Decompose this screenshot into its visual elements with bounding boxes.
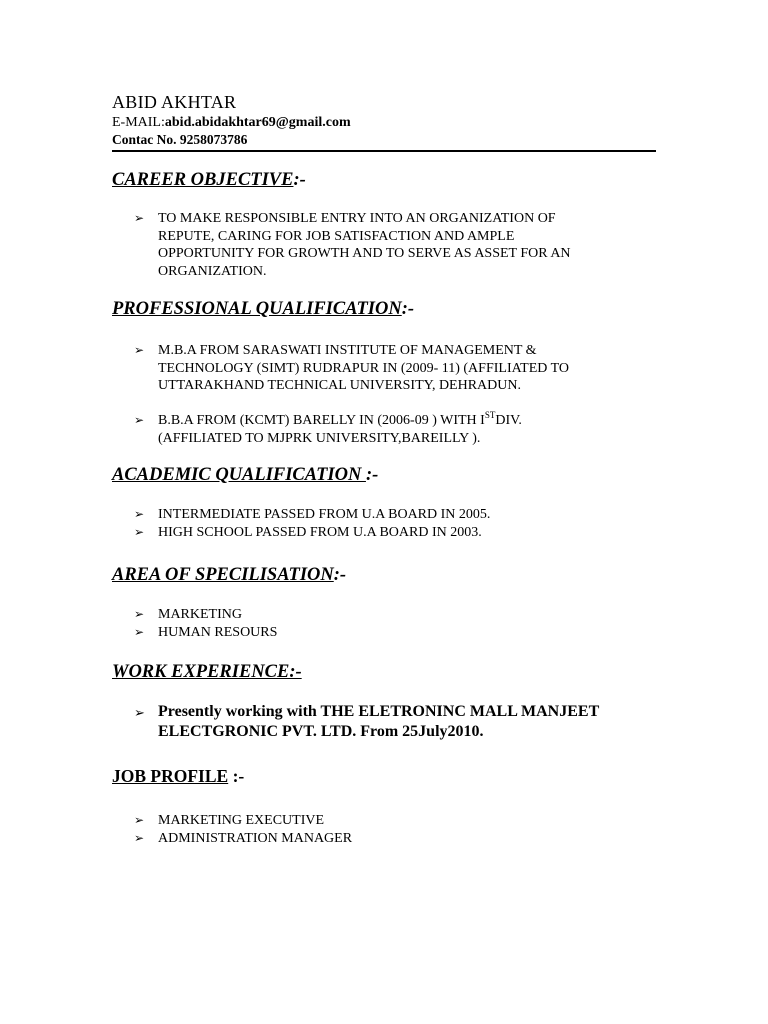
arrow-bullet-icon: ➢ bbox=[134, 624, 145, 639]
professional-qualification-heading bbox=[112, 299, 414, 320]
professional-qualification-list-2 bbox=[134, 412, 522, 447]
academic-qualification-suffix: :- bbox=[365, 465, 379, 485]
specialisation-suffix: :- bbox=[333, 565, 347, 585]
mba-line-1: M.B.A FROM SARASWATI INSTITUTE OF MANAGEMENT & bbox=[158, 343, 537, 358]
list-item bbox=[134, 606, 277, 624]
specialisation-item-2: HUMAN RESOURS bbox=[158, 624, 278, 640]
academic-qualification-heading bbox=[112, 465, 378, 486]
arrow-bullet-icon: ➢ bbox=[134, 413, 145, 427]
bba-line-1-prefix: B.B.A FROM (KCMT) BARELLY IN (2006-09 ) WITH I bbox=[158, 413, 485, 428]
list-item bbox=[134, 624, 277, 642]
list-item bbox=[134, 412, 522, 447]
mba-line-3: UTTARAKHAND TECHNICAL UNIVERSITY, DEHRADUN. bbox=[158, 378, 521, 393]
arrow-bullet-icon: ➢ bbox=[134, 343, 145, 357]
arrow-bullet-icon: ➢ bbox=[134, 507, 145, 521]
academic-item-2: HIGH SCHOOL PASSED FROM U.A BOARD IN 2003. bbox=[158, 524, 482, 540]
arrow-bullet-icon: ➢ bbox=[134, 830, 145, 845]
specialisation-list bbox=[134, 606, 277, 641]
email-address: abid.abidakhtar69@gmail.com bbox=[164, 115, 351, 130]
arrow-bullet-icon: ➢ bbox=[134, 211, 145, 225]
arrow-bullet-icon: ➢ bbox=[134, 705, 145, 720]
email-label: E-MAIL: bbox=[112, 115, 165, 130]
arrow-bullet-icon: ➢ bbox=[134, 607, 145, 621]
candidate-name: ABID AKHTAR bbox=[112, 92, 237, 112]
job-profile-list bbox=[134, 812, 352, 847]
work-line-2: ELECTGRONIC PVT. LTD. From 25July2010. bbox=[158, 723, 484, 740]
list-item bbox=[134, 210, 571, 280]
academic-item-1: INTERMEDIATE PASSED FROM U.A BOARD IN 2005. bbox=[158, 507, 491, 522]
list-item bbox=[134, 812, 352, 830]
contact-number: Contac No. 9258073786 bbox=[112, 132, 248, 147]
work-experience-list bbox=[134, 702, 599, 742]
list-item bbox=[134, 506, 490, 524]
bba-line-2: (AFFILIATED TO MJPRK UNIVERSITY,BAREILLY ). bbox=[158, 430, 481, 446]
mba-line-2: TECHNOLOGY (SIMT) RUDRAPUR IN (2009- 11) (AFFILIATED TO bbox=[158, 360, 570, 376]
arrow-bullet-icon: ➢ bbox=[134, 813, 145, 827]
header-divider bbox=[112, 150, 656, 152]
work-experience-heading bbox=[112, 662, 302, 683]
job-profile-suffix: :- bbox=[228, 766, 245, 786]
job-item-2: ADMINISTRATION MANAGER bbox=[158, 830, 353, 846]
job-profile-title: JOB PROFILE bbox=[112, 766, 229, 786]
list-item bbox=[134, 830, 352, 848]
academic-qualification-title: ACADEMIC QUALIFICATION bbox=[112, 465, 366, 485]
objective-line-4: ORGANIZATION. bbox=[158, 263, 267, 279]
bba-superscript: ST bbox=[484, 410, 496, 420]
objective-line-2: REPUTE, CARING FOR JOB SATISFACTION AND AMPLE bbox=[158, 228, 515, 244]
list-item bbox=[134, 524, 490, 542]
bba-line-1-suffix: DIV. bbox=[495, 413, 522, 428]
list-item bbox=[134, 702, 599, 742]
arrow-bullet-icon: ➢ bbox=[134, 524, 145, 539]
work-line-1: Presently working with THE ELETRONINC MALL MANJEET bbox=[158, 703, 600, 720]
objective-line-1: TO MAKE RESPONSIBLE ENTRY INTO AN ORGANIZATION OF bbox=[158, 211, 556, 226]
professional-qualification-title: PROFESSIONAL QUALIFICATION bbox=[112, 299, 402, 319]
career-objective-list bbox=[134, 210, 571, 280]
academic-qualification-list bbox=[134, 506, 490, 541]
specialisation-title: AREA OF SPECILISATION bbox=[112, 565, 334, 585]
email-line bbox=[112, 115, 351, 131]
work-experience-title: WORK EXPERIENCE:- bbox=[112, 662, 302, 682]
professional-qualification-suffix: :- bbox=[401, 299, 415, 319]
list-item bbox=[134, 342, 569, 395]
specialisation-item-1: MARKETING bbox=[158, 607, 242, 622]
job-item-1: MARKETING EXECUTIVE bbox=[158, 813, 325, 828]
specialisation-heading bbox=[112, 565, 346, 586]
job-profile-heading bbox=[112, 766, 244, 787]
career-objective-title: CAREER OBJECTIVE bbox=[112, 170, 294, 190]
career-objective-heading bbox=[112, 170, 306, 191]
objective-line-3: OPPORTUNITY FOR GROWTH AND TO SERVE AS ASSET FOR AN bbox=[158, 246, 571, 261]
professional-qualification-list bbox=[134, 342, 569, 395]
career-objective-suffix: :- bbox=[293, 170, 306, 190]
